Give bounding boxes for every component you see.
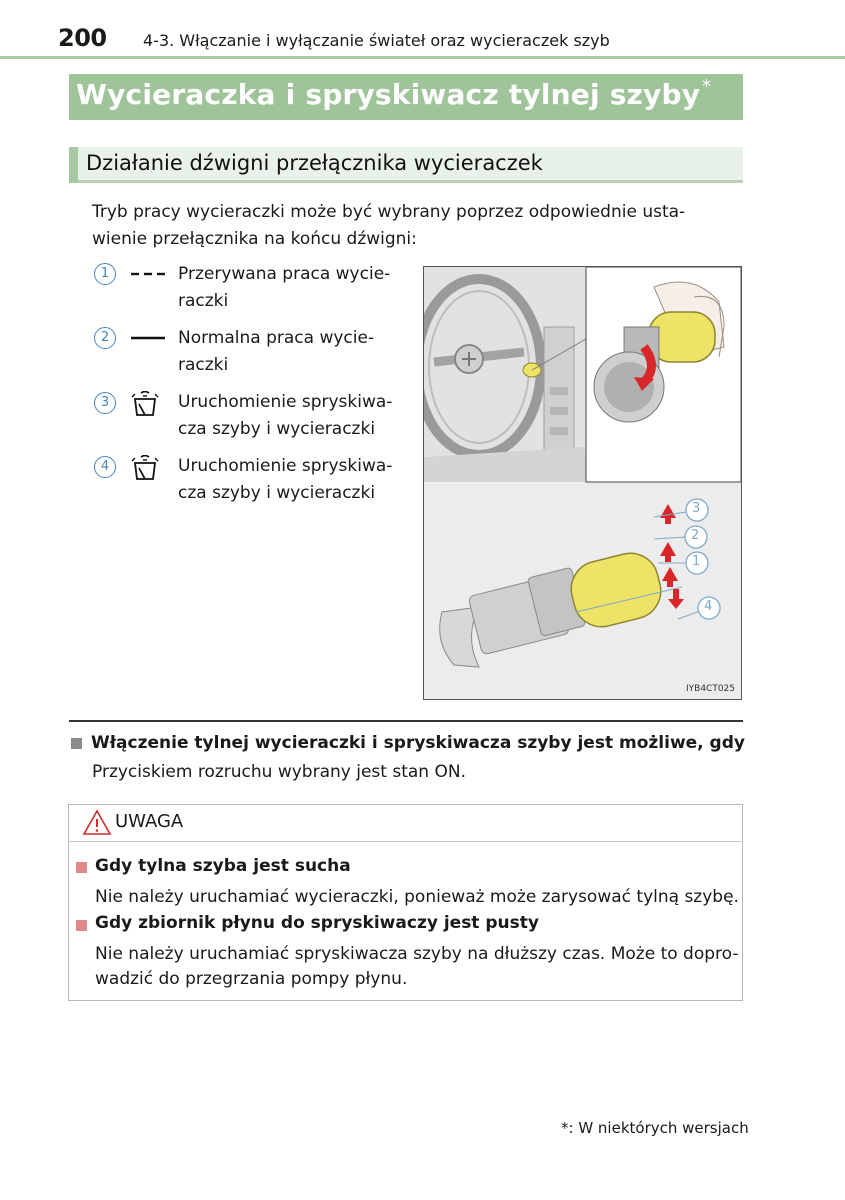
figure-callout-1: 1	[692, 554, 701, 569]
mode-label-line-2: raczki	[178, 291, 229, 311]
condition-title: Włączenie tylnej wycieraczki i spryskiwacza szyby jest możliwe, gdy	[91, 733, 745, 753]
figure-callout-4: 4	[704, 599, 713, 614]
warning-item-title: Gdy zbiornik płynu do spryskiwaczy jest pusty	[95, 913, 539, 933]
mode-number: 2	[94, 327, 116, 349]
warning-item-body: Nie należy uruchamiać wycieraczki, ponieważ może zarysować tylną szybę.	[95, 887, 739, 907]
mode-label-line-1: Uruchomienie spryskiwa-	[178, 456, 393, 476]
figure-callout-2: 2	[691, 528, 700, 543]
mode-label-line-1: Normalna praca wycie-	[178, 328, 375, 348]
mode-label-line-1: Uruchomienie spryskiwa-	[178, 392, 393, 412]
warning-divider	[69, 841, 742, 842]
warning-item-body: wadzić do przegrzania pompy płynu.	[95, 969, 408, 989]
wiper-lever-illustration	[424, 267, 741, 699]
pink-bullet-icon	[76, 862, 87, 873]
subsection-title: Działanie dźwigni przełącznika wycieraczek	[86, 151, 543, 175]
wiper-lever-figure	[423, 266, 742, 700]
mode-number: 4	[94, 456, 116, 478]
section-title: Wycieraczka i spryskiwacz tylnej szyby	[76, 78, 701, 111]
gray-bullet-icon	[71, 738, 82, 749]
mode-label-line-1: Przerywana praca wycie-	[178, 264, 391, 284]
subsection-accent	[69, 147, 78, 183]
mode-label-line-2: cza szyby i wycieraczki	[178, 419, 376, 439]
figure-callout-3: 3	[692, 501, 701, 516]
mode-label-line-2: cza szyby i wycieraczki	[178, 483, 376, 503]
intro-line-2: wienie przełącznika na końcu dźwigni:	[92, 229, 417, 249]
warning-triangle-icon	[82, 809, 112, 836]
dashed-line-icon	[131, 268, 167, 280]
warning-label: UWAGA	[115, 811, 184, 832]
page-number: 200	[58, 24, 107, 52]
header-divider	[0, 56, 845, 59]
warning-item-title: Gdy tylna szyba jest sucha	[95, 856, 351, 876]
warning-item-body: Nie należy uruchamiać spryskiwacza szyby na dłuższy czas. Może to dopro-	[95, 944, 739, 964]
mode-number: 3	[94, 392, 116, 414]
condition-body: Przyciskiem rozruchu wybrany jest stan ON.	[92, 762, 466, 782]
pink-bullet-icon	[76, 920, 87, 931]
mode-number: 1	[94, 263, 116, 285]
mode-label-line-2: raczki	[178, 355, 229, 375]
footnote: *: W niektórych wersjach	[561, 1119, 749, 1137]
section-divider	[69, 720, 743, 722]
chapter-title: 4-3. Włączanie i wyłączanie świateł oraz wycieraczek szyb	[143, 31, 610, 50]
section-footnote-marker: *	[702, 76, 711, 97]
washer-icon	[131, 455, 161, 481]
washer-icon	[131, 391, 161, 417]
intro-line-1: Tryb pracy wycieraczki może być wybrany poprzez odpowiednie usta-	[92, 202, 686, 222]
solid-line-icon	[131, 332, 167, 344]
figure-code: IYB4CT025	[686, 684, 736, 694]
